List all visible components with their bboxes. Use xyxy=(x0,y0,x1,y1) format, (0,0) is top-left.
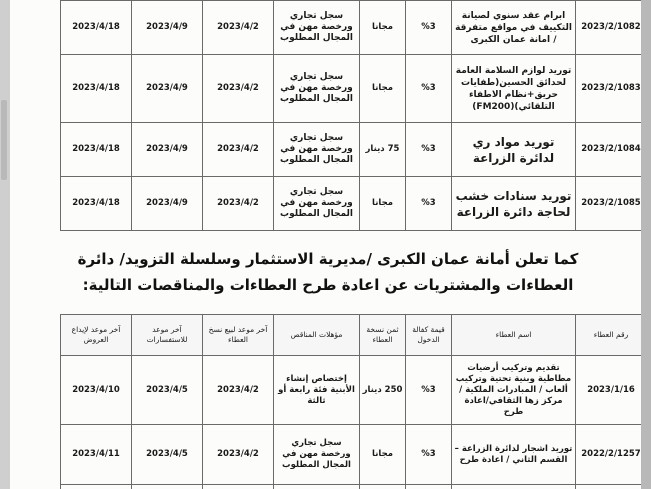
tenders-table-2 xyxy=(60,314,641,489)
table-header-row xyxy=(61,315,642,356)
tenders-table-1 xyxy=(60,0,641,231)
bidder-requirements: سجل تجاري ورخصة مهن في المجال المطلوب xyxy=(274,1,360,55)
tender-name: توريد مواد ري لدائرة الزراعة xyxy=(452,123,576,177)
inquiry-deadline: 2023/4/9 xyxy=(132,123,203,177)
tender-name: توريد اشجار لدائرة الزراعة – القسم الثاني / اعادة طرح xyxy=(452,425,576,485)
copy-price: مجانا xyxy=(360,425,406,485)
copy-price: مجانا xyxy=(360,55,406,123)
tender-number: 2023/2/1084 xyxy=(576,123,642,177)
table-row xyxy=(61,1,642,55)
entry-guarantee: %3 xyxy=(406,177,452,231)
tender-name: توريد سنادات خشب لحاجة دائرة الزراعة xyxy=(452,177,576,231)
inquiry-deadline: 2023/4/5 xyxy=(132,356,203,425)
bidder-requirements: سجل تجاري ورخصة مهن في المجال المطلوب xyxy=(274,55,360,123)
copy-price: 250 دينار xyxy=(360,356,406,425)
header-sale-deadline: آخر موعد لبيع نسخ العطاء xyxy=(203,315,274,356)
header-inquiry-deadline: آخر موعد للاستفسارات xyxy=(132,315,203,356)
sale-deadline: 2023/4/2 xyxy=(203,1,274,55)
newspaper-page xyxy=(10,0,641,489)
inquiry-deadline: 2023/4/5 xyxy=(132,425,203,485)
tender-number: 2022/2/1257 xyxy=(576,425,642,485)
table-row xyxy=(61,356,642,425)
deposit-deadline: 2023/4/18 xyxy=(61,55,132,123)
copy-price: مجانا xyxy=(360,1,406,55)
sale-deadline: 2023/4/2 xyxy=(203,425,274,485)
header-bidder-requirements: مؤهلات المناقص xyxy=(274,315,360,356)
tender-number: 2023/2/1083 xyxy=(576,55,642,123)
entry-guarantee: %3 xyxy=(406,356,452,425)
tender-name: توريد لوازم السلامة العامة لحدائق الحسين(طفايات حريق+نظام الاطفاء التلقائي)(FM200) xyxy=(452,55,576,123)
table-row xyxy=(61,425,642,485)
bidder-requirements: إختصاص إنشاء الأبنية فئة رابعة أو ثالثة xyxy=(274,356,360,425)
inquiry-deadline: 2023/4/9 xyxy=(132,177,203,231)
announcement-heading: كما تعلن أمانة عمان الكبرى /مديرية الاستثمار وسلسلة التزويد/ دائرة العطاءات والمشتريات عن اعادة طرح العطاءات والمناقصات التالية: xyxy=(77,250,579,294)
tender-number: 2023/1/16 xyxy=(576,356,642,425)
scan-left-margin xyxy=(0,0,10,489)
inquiry-deadline: 2023/4/9 xyxy=(132,55,203,123)
entry-guarantee: %3 xyxy=(406,55,452,123)
entry-guarantee: %3 xyxy=(406,425,452,485)
deposit-deadline: 2023/4/10 xyxy=(61,356,132,425)
inquiry-deadline: 2023/4/9 xyxy=(132,1,203,55)
binder-tab xyxy=(1,100,7,180)
bidder-requirements: سجل تجاري ورخصة مهن في المجال المطلوب xyxy=(274,123,360,177)
entry-guarantee: %3 xyxy=(406,1,452,55)
table-row xyxy=(61,123,642,177)
table-row xyxy=(61,177,642,231)
bidder-requirements: سجل تجاري ورخصة مهن في المجال المطلوب xyxy=(274,177,360,231)
deposit-deadline: 2023/4/18 xyxy=(61,123,132,177)
copy-price: مجانا xyxy=(360,177,406,231)
header-deposit-deadline: آخر موعد لإيداع العروض xyxy=(61,315,132,356)
sale-deadline: 2023/4/2 xyxy=(203,177,274,231)
tender-name: تقديم وتركيب أرضيات مطاطية وبنية تحتية وتركيب ألعاب / المبادرات الملكية /مركز زها الثقافي/اعادة طرح xyxy=(452,356,576,425)
header-tender-name: اسم العطاء xyxy=(452,315,576,356)
deposit-deadline: 2023/4/18 xyxy=(61,177,132,231)
bidder-requirements: سجل تجاري ورخصة مهن في المجال المطلوب xyxy=(274,425,360,485)
sale-deadline: 2023/4/2 xyxy=(203,356,274,425)
deposit-deadline: 2023/4/18 xyxy=(61,1,132,55)
deposit-deadline: 2023/4/11 xyxy=(61,425,132,485)
header-tender-number: رقم العطاء xyxy=(576,315,642,356)
entry-guarantee: %3 xyxy=(406,123,452,177)
table-row xyxy=(61,55,642,123)
scan-right-margin xyxy=(641,0,651,489)
tender-number: 2023/2/1082 xyxy=(576,1,642,55)
tender-number: 2023/2/1085 xyxy=(576,177,642,231)
tender-name: ابرام عقد سنوي لصيانة التكييف في مواقع متفرقة / امانة عمان الكبرى xyxy=(452,1,576,55)
header-copy-price: ثمن نسخة العطاء xyxy=(360,315,406,356)
sale-deadline: 2023/4/2 xyxy=(203,55,274,123)
header-entry-guarantee: قيمة كفالة الدخول xyxy=(406,315,452,356)
copy-price: 75 دينار xyxy=(360,123,406,177)
sale-deadline: 2023/4/2 xyxy=(203,123,274,177)
table-row-partial xyxy=(61,485,642,489)
